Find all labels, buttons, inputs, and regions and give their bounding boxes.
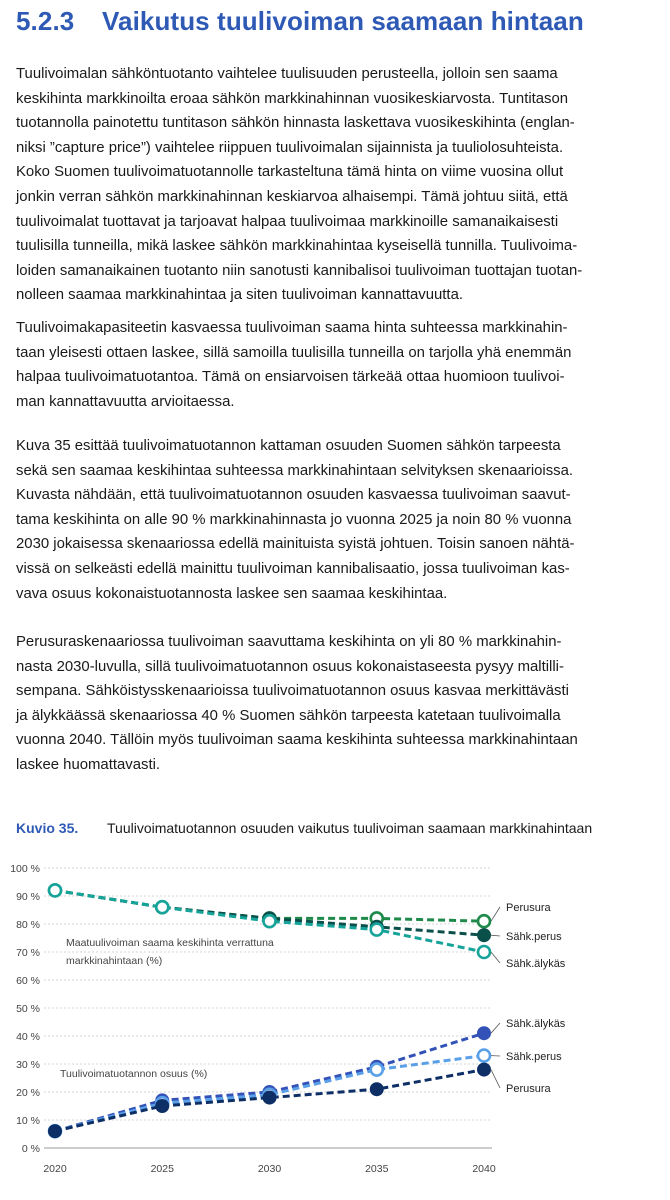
paragraph-line: tuulivoimalat tuottavat ja tarjoavat halpaa tuulivoimaa markkinoille samanaikaisesti <box>16 213 559 230</box>
paragraph-line: sempana. Sähköistysskenaarioissa tuulivoimatuotannon osuus kasvaa merkittävästi <box>16 683 569 700</box>
paragraph-line: tama keskihinta on alle 90 % markkinahinnasta jo vuonna 2025 ja noin 80 % vuonna <box>16 511 572 528</box>
y-tick-label: 20 % <box>16 1087 40 1099</box>
paragraph-line: laskee huomattavasti. <box>16 756 161 773</box>
series-label: Sähk.perus <box>506 1051 562 1063</box>
paragraph-line: niksi ”capture price”) vaihtelee riippuen tuulivoimalan sijainnista ja tuuliolosuhteista. <box>16 139 564 156</box>
x-tick-label: 2035 <box>365 1163 389 1175</box>
series-leader-line <box>491 952 500 963</box>
y-tick-label: 30 % <box>16 1059 40 1071</box>
paragraph-line: 2030 jokaisessa skenaariossa edellä mainituista syistä johtuen. Toisin sanoen nähtä- <box>16 536 575 553</box>
paragraph-line: nasta 2030-luvulla, sillä tuulivoimatuotannon osuus kokonaistaseesta pysyy maltilli- <box>16 658 564 675</box>
paragraph-line: vuonna 2040. Tällöin myös tuulivoiman saama keskihinta suhteessa markkinahintaan <box>16 732 578 749</box>
paragraph-1 <box>16 62 656 308</box>
section-title: Vaikutus tuulivoiman saamaan hintaan <box>102 6 584 36</box>
paragraph-line: taan yleisesti ottaen laskee, sillä samoilla tuulisilla tunneilla on tarjolla yhä enemmän <box>16 344 572 361</box>
section-number: 5.2.3 <box>16 6 75 36</box>
figure-label: Kuvio 35. <box>16 820 79 836</box>
paragraph-line: Perusuraskenaariossa tuulivoiman saavuttama keskihinta on yli 80 % markkinahin- <box>16 634 562 650</box>
figure-title <box>16 820 592 836</box>
y-tick-label: 90 % <box>16 891 40 903</box>
paragraph-line: tuotannolla painotettu tuntitason sähkön hinnasta laskettava vuosikeskihinta (englan- <box>16 115 575 132</box>
paragraph-line: Koko Suomen tuulivoimatuotannolle tarkasteltuna tämä hinta on viime vuosina ollut <box>16 164 564 181</box>
data-point <box>371 924 383 936</box>
series-leader-line <box>491 1023 500 1033</box>
paragraph-line: man kannattavuutta arvioitaessa. <box>16 393 235 410</box>
paragraph-line: vava osuus kokonaistuotannosta laskee sen saamaa keskihintaa. <box>16 585 448 602</box>
data-point <box>478 915 490 927</box>
paragraph-line: Kuva 35 esittää tuulivoimatuotannon kattaman osuuden Suomen sähkön tarpeesta <box>16 438 561 454</box>
section-heading <box>16 6 584 37</box>
paragraph-line: Tuulivoimalan sähköntuotanto vaihtelee tuulisuuden perusteella, jolloin sen saama <box>16 66 558 82</box>
paragraph-line: sekä sen saamaa keskihintaa suhteessa markkinahintaan selvityksen skenaarioissa. <box>16 462 574 479</box>
series-label: Perusura <box>506 902 551 914</box>
paragraph-line: Kuvasta nähdään, että tuulivoimatuotannon osuuden kasvaessa tuulivoiman saavut- <box>16 487 571 504</box>
series-leader-line <box>491 1070 500 1088</box>
series-label: Sähk.älykäs <box>506 958 566 970</box>
series-label: Sähk.älykäs <box>506 1018 566 1030</box>
y-tick-label: 60 % <box>16 975 40 987</box>
paragraph-line: vissä on selkeästi edellä mainittu tuulivoiman kannibalisaatio, jossa tuulivoiman kas- <box>16 560 570 577</box>
paragraph-line: jonkin verran sähkön markkinahinnan keskiarvoa alhaisempi. Tämä johtuu siitä, että <box>16 188 568 205</box>
data-point <box>478 929 491 942</box>
paragraph-line: loiden samanaikainen tuotanto niin sanotusti kannibalisoi tuulivoiman tuottajan tuotan- <box>16 262 583 279</box>
y-tick-label: 100 % <box>10 863 40 875</box>
data-point <box>49 884 61 896</box>
y-tick-label: 70 % <box>16 947 40 959</box>
y-tick-label: 80 % <box>16 919 40 931</box>
annotation-share: Tuulivoimatuotannon osuus (%) <box>60 1068 208 1080</box>
annotation-price: Maatuulivoiman saama keskihinta verrattuna <box>66 937 274 949</box>
data-point <box>478 1027 491 1040</box>
series-label: Sähk.perus <box>506 931 562 943</box>
paragraph-2 <box>16 316 656 414</box>
wind-price-share-chart <box>0 850 670 1195</box>
y-tick-label: 0 % <box>21 1143 40 1155</box>
y-tick-label: 40 % <box>16 1031 40 1043</box>
data-point <box>370 1083 383 1096</box>
data-point <box>478 946 490 958</box>
x-tick-label: 2025 <box>150 1163 174 1175</box>
figure-caption: Tuulivoimatuotannon osuuden vaikutus tuulivoiman saamaan markkinahintaan <box>107 820 593 836</box>
paragraph-line: keskihinta markkinoilta eroaa sähkön markkinahinnan vuosikeskiarvosta. Tuntitason <box>16 90 569 107</box>
paragraph-line: Tuulivoimakapasiteetin kasvaessa tuulivoiman saama hinta suhteessa markkinahin- <box>16 320 568 336</box>
paragraph-4 <box>16 630 656 778</box>
data-point <box>49 1125 62 1138</box>
data-point <box>371 1064 383 1076</box>
series-label: Perusura <box>506 1083 551 1095</box>
paragraph-line: tuulisilla tunneilla, mikä laskee sähkön markkinahintaa kyseisellä tunnilla. Tuulivoima- <box>16 238 578 255</box>
x-tick-label: 2020 <box>43 1163 67 1175</box>
series-leader-line <box>491 935 500 936</box>
paragraph-3 <box>16 434 656 606</box>
paragraph-line: nolleen saamaa markkinahintaa ja siten tuulivoiman kannattavuutta. <box>16 287 463 304</box>
y-tick-label: 10 % <box>16 1115 40 1127</box>
data-point <box>264 915 276 927</box>
y-tick-label: 50 % <box>16 1003 40 1015</box>
data-point <box>156 901 168 913</box>
x-tick-label: 2040 <box>472 1163 496 1175</box>
paragraph-line: halpaa tuulivoimatuotantoa. Tämä on ensiarvoisen tärkeää ottaa huomioon tuulivoi- <box>16 369 565 386</box>
data-point <box>156 1100 169 1113</box>
data-point <box>263 1091 276 1104</box>
paragraph-line: ja älykkäässä skenaariossa 40 % Suomen sähkön tarpeesta katetaan tuulivoimalla <box>16 707 561 724</box>
data-point <box>478 1063 491 1076</box>
x-tick-label: 2030 <box>257 1163 282 1175</box>
annotation-price-cont: markkinahintaan (%) <box>66 955 163 967</box>
series-leader-line <box>491 907 500 921</box>
data-point <box>478 1050 490 1062</box>
